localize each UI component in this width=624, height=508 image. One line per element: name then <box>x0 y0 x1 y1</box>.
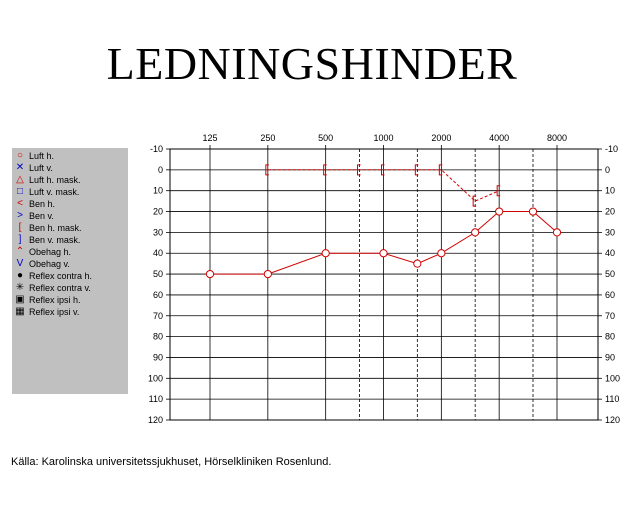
right-bracket-icon: ] <box>18 234 22 245</box>
y-tick-label-right: 80 <box>605 331 616 342</box>
legend-item <box>12 222 128 234</box>
data-point-circle <box>414 260 421 267</box>
y-tick-label-left: 0 <box>157 164 163 175</box>
left-bracket-icon: [ <box>18 222 22 233</box>
legend-label: Luft h. mask. <box>29 175 81 185</box>
x-tick-label: 250 <box>260 133 276 143</box>
dot-icon: ● <box>16 270 24 281</box>
y-tick-label-right: 70 <box>605 310 616 321</box>
audiogram-chart <box>140 128 624 428</box>
y-tick-label-left: 30 <box>152 227 163 238</box>
data-point-circle <box>472 229 479 236</box>
y-tick-label-left: 10 <box>152 185 163 196</box>
legend-label: Ben h. <box>29 199 56 209</box>
right-angle-icon: > <box>17 210 23 221</box>
data-point-circle <box>322 250 329 257</box>
legend-label: Luft h. <box>29 151 55 161</box>
legend-label: Ben v. <box>29 211 54 221</box>
y-tick-label-left: 40 <box>152 248 163 259</box>
y-tick-label-right: 20 <box>605 206 616 217</box>
legend-item <box>12 306 128 318</box>
legend-item <box>12 246 128 258</box>
legend-item <box>12 150 128 162</box>
y-tick-label-left: 70 <box>152 310 163 321</box>
y-tick-label-left: 100 <box>147 373 163 384</box>
cross-icon: ✕ <box>15 162 25 173</box>
y-tick-label-left: 110 <box>148 394 163 405</box>
y-tick-label-right: 0 <box>605 164 611 175</box>
y-tick-label-right: 40 <box>605 248 616 259</box>
legend-item <box>12 162 128 174</box>
x-tick-label: 1000 <box>373 133 394 143</box>
legend-item <box>12 270 128 282</box>
triangle-icon: △ <box>16 174 24 185</box>
y-tick-label-right: 60 <box>605 289 616 300</box>
legend-item <box>12 258 128 270</box>
data-point-circle <box>438 250 445 257</box>
legend-label: Reflex ipsi h. <box>29 295 81 305</box>
y-tick-label-left: 60 <box>152 289 163 300</box>
plot-frame <box>170 149 598 420</box>
legend-label: Luft v. <box>29 163 53 173</box>
data-point-circle <box>496 208 503 215</box>
legend-label: Reflex contra v. <box>29 283 91 293</box>
data-point-circle <box>264 270 271 277</box>
legend-label: Obehag v. <box>29 259 70 269</box>
asterisk-icon: ✳ <box>15 282 25 293</box>
x-tick-label: 8000 <box>546 133 568 143</box>
y-tick-label-right: 110 <box>605 394 620 405</box>
circle-icon: ○ <box>16 150 24 161</box>
data-point-circle <box>529 208 536 215</box>
legend-label: Reflex contra h. <box>29 271 93 281</box>
data-point-circle <box>380 250 387 257</box>
square-icon: □ <box>16 186 24 197</box>
y-tick-label-left: 80 <box>152 331 163 342</box>
legend-list <box>12 148 128 318</box>
legend-label: Obehag h. <box>29 247 72 257</box>
caret-down-icon: V <box>16 258 24 269</box>
legend-item <box>12 210 128 222</box>
data-point-circle <box>206 270 213 277</box>
legend-item <box>12 174 128 186</box>
legend-label: Reflex ipsi v. <box>29 307 80 317</box>
data-point-circle <box>553 229 560 236</box>
x-tick-label: 500 <box>318 133 334 143</box>
hatched-box-icon: ▦ <box>15 306 25 317</box>
legend-item <box>12 198 128 210</box>
page-title: LEDNINGSHINDER <box>106 38 518 89</box>
left-angle-icon: < <box>17 198 23 209</box>
y-tick-label-right: 10 <box>605 185 616 196</box>
y-tick-label-right: 50 <box>605 269 616 280</box>
legend-label: Ben v. mask. <box>29 235 81 245</box>
x-tick-label: 2000 <box>431 133 452 143</box>
y-tick-label-right: 120 <box>605 415 621 425</box>
y-tick-label-right: 100 <box>605 373 621 384</box>
y-tick-label-left: 120 <box>147 415 163 425</box>
y-tick-label-left: 50 <box>152 269 163 280</box>
caret-up-icon: ⌃ <box>15 246 25 257</box>
legend-item <box>12 186 128 198</box>
legend-panel <box>12 148 128 394</box>
x-tick-label: 125 <box>202 133 218 143</box>
source-note: Källa: Karolinska universitetssjukhuset, Hörselkliniken Rosenlund. <box>11 456 332 468</box>
y-tick-label-left: -10 <box>149 144 163 154</box>
filled-box-icon: ▣ <box>15 294 25 305</box>
legend-label: Ben h. mask. <box>29 223 82 233</box>
legend-label: Luft v. mask. <box>29 187 80 197</box>
y-tick-label-left: 90 <box>152 352 163 363</box>
legend-item <box>12 294 128 306</box>
y-tick-label-right: 30 <box>605 227 616 238</box>
y-tick-label-right: -10 <box>605 144 619 154</box>
y-tick-label-left: 20 <box>152 206 163 217</box>
y-tick-label-right: 90 <box>605 352 616 363</box>
legend-item <box>12 234 128 246</box>
legend-item <box>12 282 128 294</box>
x-tick-label: 4000 <box>489 133 510 143</box>
